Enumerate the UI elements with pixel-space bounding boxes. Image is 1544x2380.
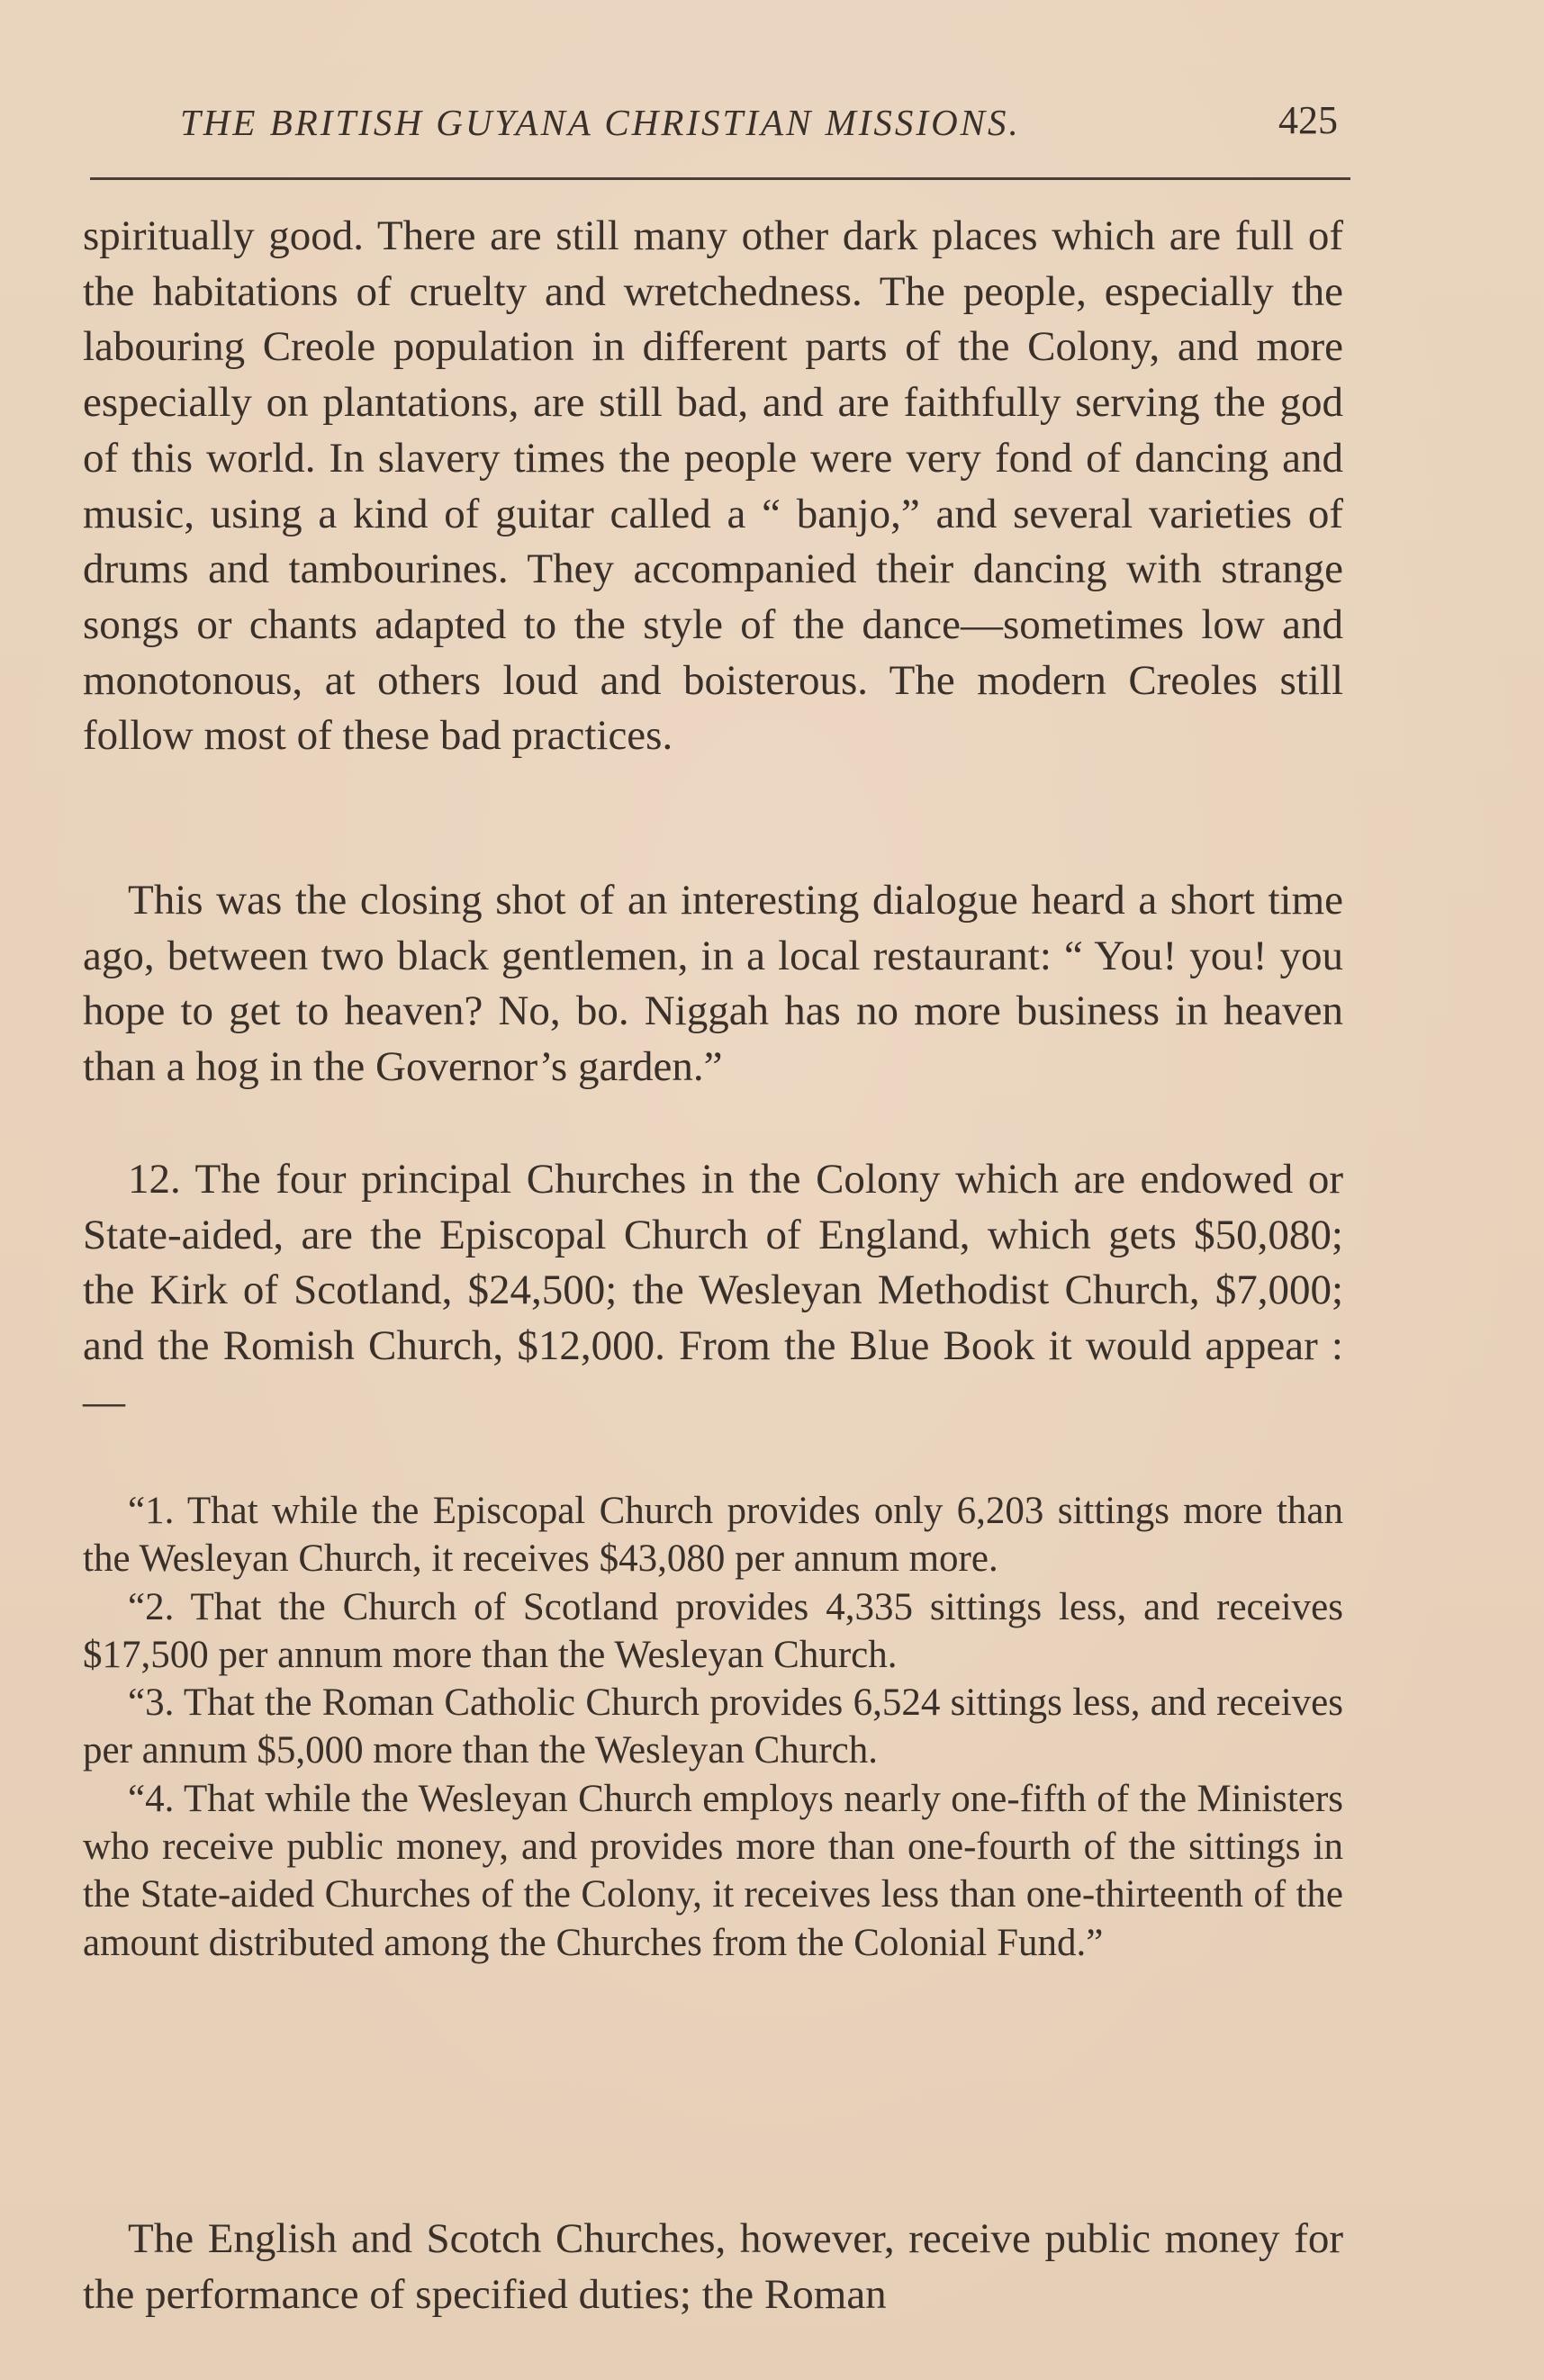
paragraph-text: spiritually good. There are still many other dark places which are full of the habitations of cruelty and wretchedness. The people, especially the labouring Creole population in different parts of the Colony, and more especially on plantations, are still bad, and are faithfully serving the god of this world. In slavery times the people were very fond of dancing and music, using a kind of guitar called a “ banjo,” and several varieties of drums and tambourines. They accompanied their dancing with strange songs or chants adapted to the style of the dance—sometimes low and monotonous, at others loud and boisterous. The modern Creoles still follow most of these bad practices. xyxy=(83,212,1343,760)
paragraph-dark-places xyxy=(83,209,1343,764)
page-number: 425 xyxy=(1278,98,1338,142)
quote-item-1: “1. That while the Episcopal Church provides only 6,203 sittings more than the Wesleyan Church, it receives $43,080 per annum more. xyxy=(83,1490,1343,1581)
paragraph-text: This was the closing shot of an interesting dialogue heard a short time ago, between two black gentlemen, in a local restaurant: “ You! you! you hope to get to heaven? No, bo. Niggah has no more business in heaven than a hog in the Governor’s garden.” xyxy=(83,877,1343,1091)
running-head-title: THE BRITISH GUYANA CHRISTIAN MISSIONS. xyxy=(180,102,1021,143)
paragraph-text: The English and Scotch Churches, however, receive public money for the performance of specified duties; the Roman xyxy=(83,2215,1343,2318)
quote-item-3: “3. That the Roman Catholic Church provides 6,524 sittings less, and receives per annum $5,000 more than the Wesleyan Church. xyxy=(83,1681,1343,1772)
paragraph-dialogue xyxy=(83,873,1343,1095)
quote-item-4: “4. That while the Wesleyan Church employs nearly one-fifth of the Ministers who receive public money, and provides more than one-fourth of the sittings in the State-aided Churches of the Colony, it receives less than one-thirteenth of the amount distributed among the Churches from the Colonial Fund.” xyxy=(83,1777,1343,1964)
header-rule-divider xyxy=(90,177,1350,180)
quote-item-2: “2. That the Church of Scotland provides 4,335 sittings less, and receives $17,500 per annum more than the Wesleyan Church. xyxy=(83,1585,1343,1676)
paragraph-churches-endowment xyxy=(83,1152,1343,1430)
blue-book-quotation xyxy=(83,1487,1343,1967)
paragraph-text: 12. The four principal Churches in the Colony which are endowed or State-aided, are the Episcopal Church of England, which gets $50,080; the Kirk of Scotland, $24,500; the Wesleyan Methodist Church, $7,000; and the Romish Church, $12,000. From the Blue Book it would appear :— xyxy=(83,1156,1343,1425)
paragraph-public-money xyxy=(83,2212,1343,2322)
